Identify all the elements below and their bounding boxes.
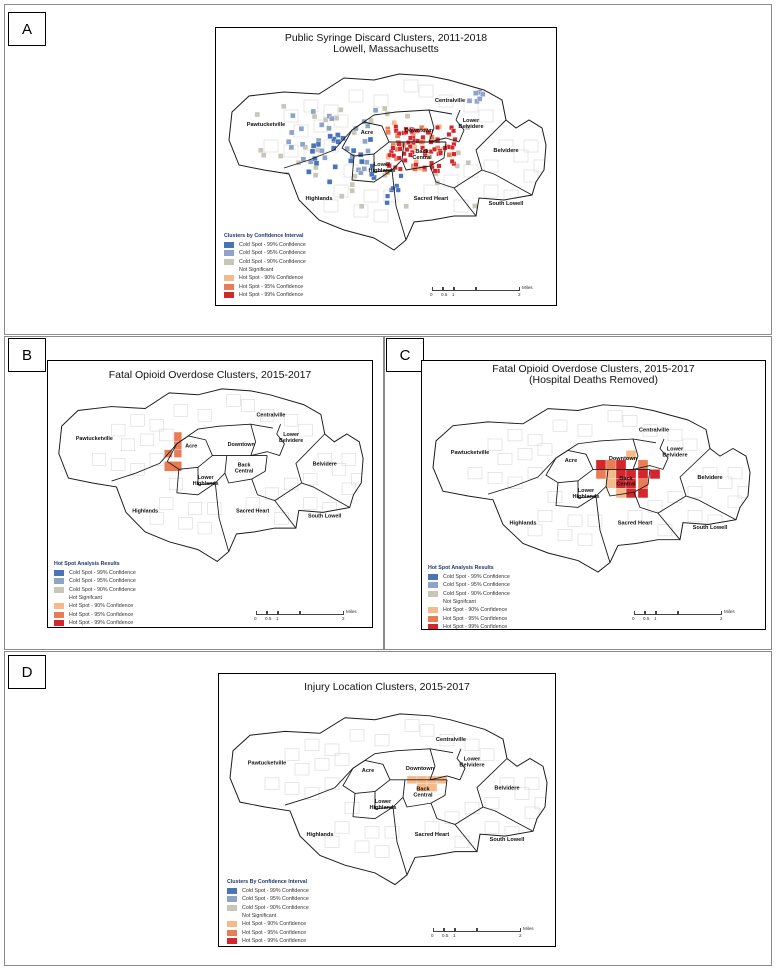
cluster-cell-hot99 [415,139,419,143]
legend-label: Cold Spot - 95% Confidence [443,582,510,589]
neighborhood-label-south-lowell: South Lowell [692,525,728,532]
neighborhood-label-centralville: Centralville [434,98,466,104]
neighborhood-label-pawtucketville: Pawtucketville [450,450,490,457]
legend-label: Cold Spot - 90% Confidence [239,258,306,265]
cluster-cell-cold95 [473,91,478,96]
neighborhood-label-highlands: Highlands [132,508,159,515]
cluster-cell-hot90 [616,488,626,498]
scalebar-label: 0 [431,933,434,938]
scalebar-unit: Miles [523,926,534,931]
cluster-cell-cold95 [373,108,378,113]
neighborhood-label-back-central: Back Central [412,149,432,162]
neighborhood-label-downtown: Downtown [227,441,255,448]
legend-item [54,569,136,577]
cluster-cell-hot99 [438,151,442,155]
cluster-cell-hot99 [394,125,398,129]
cluster-cell-cold95 [289,130,294,135]
scalebar-segment [477,928,521,932]
legend-swatch [54,578,64,584]
cluster-cell-cold90 [258,148,263,153]
cluster-cell-cold99 [348,158,353,163]
cluster-cell-cold95 [364,160,369,165]
cluster-cell-hot99 [432,147,436,151]
legend-item [227,895,309,903]
legend-item [428,606,510,614]
scalebar-segment [634,611,645,615]
cluster-cell-cold90 [281,104,286,109]
legend-label: Hot Spot - 90% Confidence [242,921,307,928]
legend-swatch [224,267,234,273]
cluster-cell-hot99 [450,159,454,163]
legend-label: Cold Spot - 90% Confidence [242,904,309,911]
cluster-cell-hot99 [408,136,412,140]
neighborhood-label-back-central: Back Central [413,786,433,799]
cluster-cell-hot99 [650,469,660,479]
scalebar-segment [443,287,454,291]
legend-label: Hot Signifcant [69,595,102,602]
neighborhood-label-sacred-heart: Sacred Heart [617,520,653,527]
scalebar-segment [476,287,520,291]
cluster-cell-hot95 [174,432,182,442]
cluster-cell-cold99 [368,137,373,142]
neighborhood-label-sacred-heart: Sacred Heart [413,196,449,202]
cluster-cell-cold99 [351,148,356,153]
legend-label: Not Signifcant [443,599,476,606]
scalebar-ticks [634,611,734,627]
cluster-cell-hot99 [447,132,451,136]
neighborhood-label-south-lowell: South Lowell [488,201,524,207]
legend-swatch [54,603,64,609]
legend-item [224,266,306,274]
legend-swatch [224,284,234,290]
scalebar-unit: Miles [724,609,735,614]
neighborhood-label-centralville: Centralville [256,412,286,419]
neighborhood-label-lower-highlands: Lower Highlands [572,488,600,501]
legend-label: Hot Spot - 90% Confidence [239,275,304,282]
legend-title: Clusters By Confidence Interval [227,879,308,885]
scalebar-unit: Miles [346,609,357,614]
cluster-cell-cold90 [350,182,355,187]
legend-item [227,887,309,895]
legend-item [428,590,510,598]
scalebar-label: 1 [654,616,657,621]
cluster-cell-cold99 [311,143,316,148]
legend-swatch [227,930,237,936]
cluster-cell-cold95 [362,166,367,171]
legend-item [227,937,309,945]
cluster-cell-cold95 [290,113,295,118]
legend-swatch [54,570,64,576]
legend-item [54,586,136,594]
scalebar-segment [278,611,300,615]
legend-swatch [54,620,64,626]
map-d-title-line1: Injury Location Clusters, 2015-2017 [304,681,470,693]
cluster-cell-hot99 [398,167,402,171]
cluster-cell-cold90 [404,204,409,209]
map-d-content [230,714,549,885]
map-a-title-line1: Public Syringe Discard Clusters, 2011-2018 [284,32,488,44]
cluster-cell-hot99 [596,460,606,470]
legend-title: Hot Spot Analysis Results [428,565,494,571]
map-b-legend [54,561,136,627]
cluster-cell-cold95 [319,122,324,127]
cluster-cell-hot99 [406,140,410,144]
scalebar-label: 0.5 [442,933,449,938]
legend-label: Hot Spot - 99% Confidence [69,619,134,626]
neighborhood-label-back-central: Back Central [616,475,636,488]
neighborhood-label-south-lowell: South Lowell [308,513,342,520]
legend-label: Hot Spot - 90% Confidence [69,603,134,610]
cluster-cell-cold90 [472,204,477,209]
legend-item [54,577,136,585]
legend-item [428,623,510,630]
cluster-cell-cold90 [339,194,344,199]
neighborhood-label-lower-belvidere: Lower Belvidere [458,118,484,131]
cluster-cell-cold90 [255,112,260,117]
cluster-cell-cold90 [405,114,410,119]
neighborhood-label-acre: Acre [564,457,578,464]
cluster-cell-hot99 [450,145,454,149]
scalebar-label: 2 [519,933,522,938]
legend-swatch [54,587,64,593]
scalebar-segment [656,611,678,615]
map-a-content [229,74,548,250]
cluster-cell-cold99 [385,201,390,206]
cluster-cell-hot99 [397,131,401,135]
cluster-cell-hot99 [435,125,439,129]
map-d-legend [227,879,309,945]
legend-item [224,291,306,299]
legend-label: Hot Spot - 90% Confidence [443,607,508,614]
neighborhood-label-belvidere: Belvidere [312,461,337,468]
cluster-cell-cold95 [300,142,305,147]
scalebar-label: 0.5 [441,292,448,297]
cluster-cell-cold95 [363,139,368,144]
cluster-cell-cold95 [286,139,291,144]
legend-swatch [227,913,237,919]
cluster-cell-cold90 [350,188,355,193]
scalebar-ticks [432,287,532,303]
legend-label: Cold Spot - 99% Confidence [242,888,309,895]
legend-item [54,594,136,602]
legend-item [428,598,510,606]
neighborhood-label-belvidere: Belvidere [494,785,520,792]
cluster-cell-cold99 [328,134,333,139]
neighborhood-label-lower-highlands: Lower Highlands [192,475,219,488]
cluster-cell-cold99 [399,174,404,179]
map-a-legend [224,233,306,299]
cluster-cell-cold90 [334,116,339,121]
scalebar-segment [454,287,476,291]
cluster-cell-cold95 [289,145,294,150]
legend-swatch [428,624,438,630]
legend-label: Cold Spot - 95% Confidence [239,250,306,257]
scalebar-label: 1 [453,933,456,938]
scalebar-label: 2 [518,292,521,297]
neighborhood-label-south-lowell: South Lowell [489,837,525,843]
legend-label: Hot Spot - 99% Confidence [443,623,508,630]
legend-swatch [227,888,237,894]
neighborhood-label-sacred-heart: Sacred Heart [414,832,450,839]
scalebar-ticks [433,928,533,944]
scalebar-segment [256,611,267,615]
neighborhood-label-downtown: Downtown [404,128,434,134]
map-c-content [433,405,752,572]
neighborhood-label-back-central: Back Central [234,462,254,475]
panel-b-tag: B [8,338,46,372]
map-panel-c [421,360,766,630]
scalebar-label: 0 [430,292,433,297]
neighborhood-label-centralville: Centralville [435,737,467,744]
legend-title: Clusters by Confidence Interval [224,233,304,239]
map-d-scalebar [433,928,533,944]
cluster-cell-cold90 [466,160,471,165]
neighborhood-label-centralville: Centralville [638,427,670,434]
legend-swatch [428,616,438,622]
scalebar-unit: Miles [522,285,533,290]
scalebar-segment [432,287,443,291]
legend-swatch [54,612,64,618]
scalebar-ticks [256,611,356,627]
cluster-cell-cold99 [314,161,319,166]
legend-item [54,602,136,610]
legend-item [224,282,306,290]
cluster-cell-cold90 [456,150,461,155]
cluster-cell-cold95 [366,149,371,154]
map-a-scalebar [432,287,532,303]
legend-swatch [224,275,234,281]
legend-item [227,928,309,936]
cluster-cell-cold90 [261,153,266,158]
map-panel-d [218,673,556,947]
legend-item [224,241,306,249]
cluster-cell-cold95 [467,98,472,103]
cluster-cell-cold99 [316,142,321,147]
scalebar-segment [267,611,278,615]
legend-swatch [428,582,438,588]
legend-label: Cold Spot - 99% Confidence [69,570,136,577]
legend-item [54,619,136,627]
scalebar-label: 1 [452,292,455,297]
cluster-cell-cold90 [272,202,277,207]
cluster-cell-hot95 [447,152,452,157]
map-a-title-line2: Lowell, Massachusetts [333,43,439,56]
legend-swatch [54,595,64,601]
cluster-cell-cold99 [359,159,364,164]
legend-swatch [227,896,237,902]
cluster-cell-hot99 [451,129,455,133]
legend-swatch [428,599,438,605]
cluster-cell-hot99 [638,488,648,498]
map-b-content [59,389,365,561]
cluster-cell-hot99 [638,469,648,479]
cluster-cell-hot99 [421,135,425,139]
legend-item [227,920,309,928]
map-c-title-line2: (Hospital Deaths Removed) [529,374,658,387]
scalebar-label: 0.5 [265,616,272,621]
scalebar-segment [678,611,722,615]
cluster-cell-hot99 [392,154,396,158]
legend-label: Cold Spot - 95% Confidence [69,578,136,585]
legend-label: Hot Spot - 95% Confidence [242,929,307,936]
map-b-title-line1: Fatal Opioid Overdose Clusters, 2015-2017 [108,369,312,381]
legend-item [224,249,306,257]
neighborhood-label-pawtucketville: Pawtucketville [75,435,113,442]
panel-a-tag: A [8,12,46,46]
legend-label: Cold Spot - 90% Confidence [69,586,136,593]
map-c-legend [428,565,510,630]
neighborhood-label-downtown: Downtown [405,766,435,773]
cluster-cell-hot99 [433,169,437,173]
legend-swatch [224,259,234,265]
legend-item [428,573,510,581]
legend-label: Cold Spot - 99% Confidence [443,574,510,581]
legend-label: Hot Spot - 99% Confidence [239,291,304,298]
legend-item [227,904,309,912]
legend-item [54,610,136,618]
cluster-cell-hot99 [405,147,409,151]
legend-item [224,258,306,266]
cluster-cell-hot95 [386,130,391,135]
legend-label: Hot Spot - 95% Confidence [239,283,304,290]
legend-swatch [428,574,438,580]
cluster-cell-cold95 [477,96,482,101]
cluster-cell-cold95 [319,148,324,153]
cluster-cell-cold99 [396,188,401,193]
legend-label: Hot Spot - 95% Confidence [69,611,134,618]
cluster-cell-hot90 [606,479,616,489]
cluster-cell-hot99 [397,156,401,160]
neighborhood-label-highlands: Highlands [306,832,334,839]
cluster-cell-cold99 [306,169,311,174]
cluster-cell-cold95 [480,92,485,97]
neighborhood-label-lower-belvidere: Lower Belvidere [459,756,485,769]
neighborhood-label-pawtucketville: Pawtucketville [247,760,287,767]
scalebar-segment [455,928,477,932]
neighborhood-label-sacred-heart: Sacred Heart [236,508,270,515]
neighborhood-label-acre: Acre [361,768,375,775]
map-c-title-line1: Fatal Opioid Overdose Clusters, 2015-2017 [492,363,695,375]
cluster-cell-cold99 [385,194,390,199]
map-b-scalebar [256,611,356,627]
cluster-cell-hot95 [596,469,606,479]
cluster-cell-cold95 [322,155,327,160]
neighborhood-label-acre: Acre [360,130,374,136]
map-panel-a [215,27,557,306]
legend-label: Not Significant [239,267,274,274]
cluster-cell-cold95 [329,116,334,121]
neighborhood-label-belvidere: Belvidere [493,148,519,154]
cluster-cell-hot99 [388,153,392,157]
cluster-cell-hot99 [403,158,407,162]
scalebar-label: 0 [254,616,257,621]
legend-label: Hot Spot - 99% Confidence [242,937,307,944]
neighborhood-label-lower-highlands: Lower Highlands [368,162,396,175]
map-c-scalebar [634,611,734,627]
scalebar-label: 0 [632,616,635,621]
cluster-cell-hot99 [437,164,441,168]
legend-label: Cold Spot - 95% Confidence [242,896,309,903]
cluster-cell-hot99 [391,146,395,150]
cluster-cell-cold90 [338,107,343,112]
legend-title: Hot Spot Analysis Results [54,561,120,567]
neighborhood-label-highlands: Highlands [305,196,333,202]
cluster-cell-cold99 [327,179,332,184]
legend-swatch [428,607,438,613]
scalebar-label: 2 [342,616,345,621]
cluster-cell-cold90 [385,111,390,116]
legend-swatch [224,292,234,298]
cluster-cell-cold90 [278,154,283,159]
scalebar-segment [645,611,656,615]
scalebar-segment [444,928,455,932]
cluster-cell-cold95 [311,109,316,114]
cluster-cell-cold95 [299,126,304,131]
cluster-cell-cold90 [382,106,387,111]
scalebar-label: 0.5 [643,616,650,621]
legend-item [428,614,510,622]
map-panel-b [47,360,373,628]
cluster-cell-cold90 [312,114,317,119]
cluster-cell-hot99 [397,142,401,146]
cluster-cell-hot99 [422,166,426,170]
legend-swatch [227,905,237,911]
legend-item [224,274,306,282]
neighborhood-label-downtown: Downtown [608,456,638,462]
neighborhood-label-lower-belvidere: Lower Belvidere [662,446,688,459]
neighborhood-label-belvidere: Belvidere [697,475,723,481]
cluster-cell-cold99 [333,164,338,169]
panel-c-tag: C [386,338,424,372]
legend-swatch [224,242,234,248]
panel-d-tag: D [8,655,46,689]
cluster-cell-hot99 [414,163,418,167]
scalebar-label: 1 [276,616,279,621]
legend-swatch [227,921,237,927]
cluster-cell-hot99 [452,152,456,156]
legend-label: Not Significant [242,913,277,920]
neighborhood-label-highlands: Highlands [509,520,537,527]
cluster-cell-cold90 [313,173,318,178]
cluster-cell-hot99 [398,147,402,151]
cluster-cell-cold99 [310,149,315,154]
legend-swatch [428,591,438,597]
legend-item [428,581,510,589]
legend-swatch [224,250,234,256]
legend-label: Cold Spot - 99% Confidence [239,242,306,249]
legend-label: Cold Spot - 90% Confidence [443,590,510,597]
legend-swatch [227,938,237,944]
scalebar-segment [433,928,444,932]
scalebar-segment [300,611,344,615]
cluster-cell-cold95 [327,126,332,131]
neighborhood-label-lower-belvidere: Lower Belvidere [279,431,304,445]
legend-label: Hot Spot - 95% Confidence [443,615,508,622]
neighborhood-label-acre: Acre [185,443,198,450]
neighborhood-label-lower-highlands: Lower Highlands [369,799,397,812]
neighborhood-label-pawtucketville: Pawtucketville [246,122,286,128]
cluster-cell-hot95 [174,450,182,458]
scalebar-label: 2 [720,616,723,621]
legend-item [227,912,309,920]
cluster-cell-cold90 [359,204,364,209]
